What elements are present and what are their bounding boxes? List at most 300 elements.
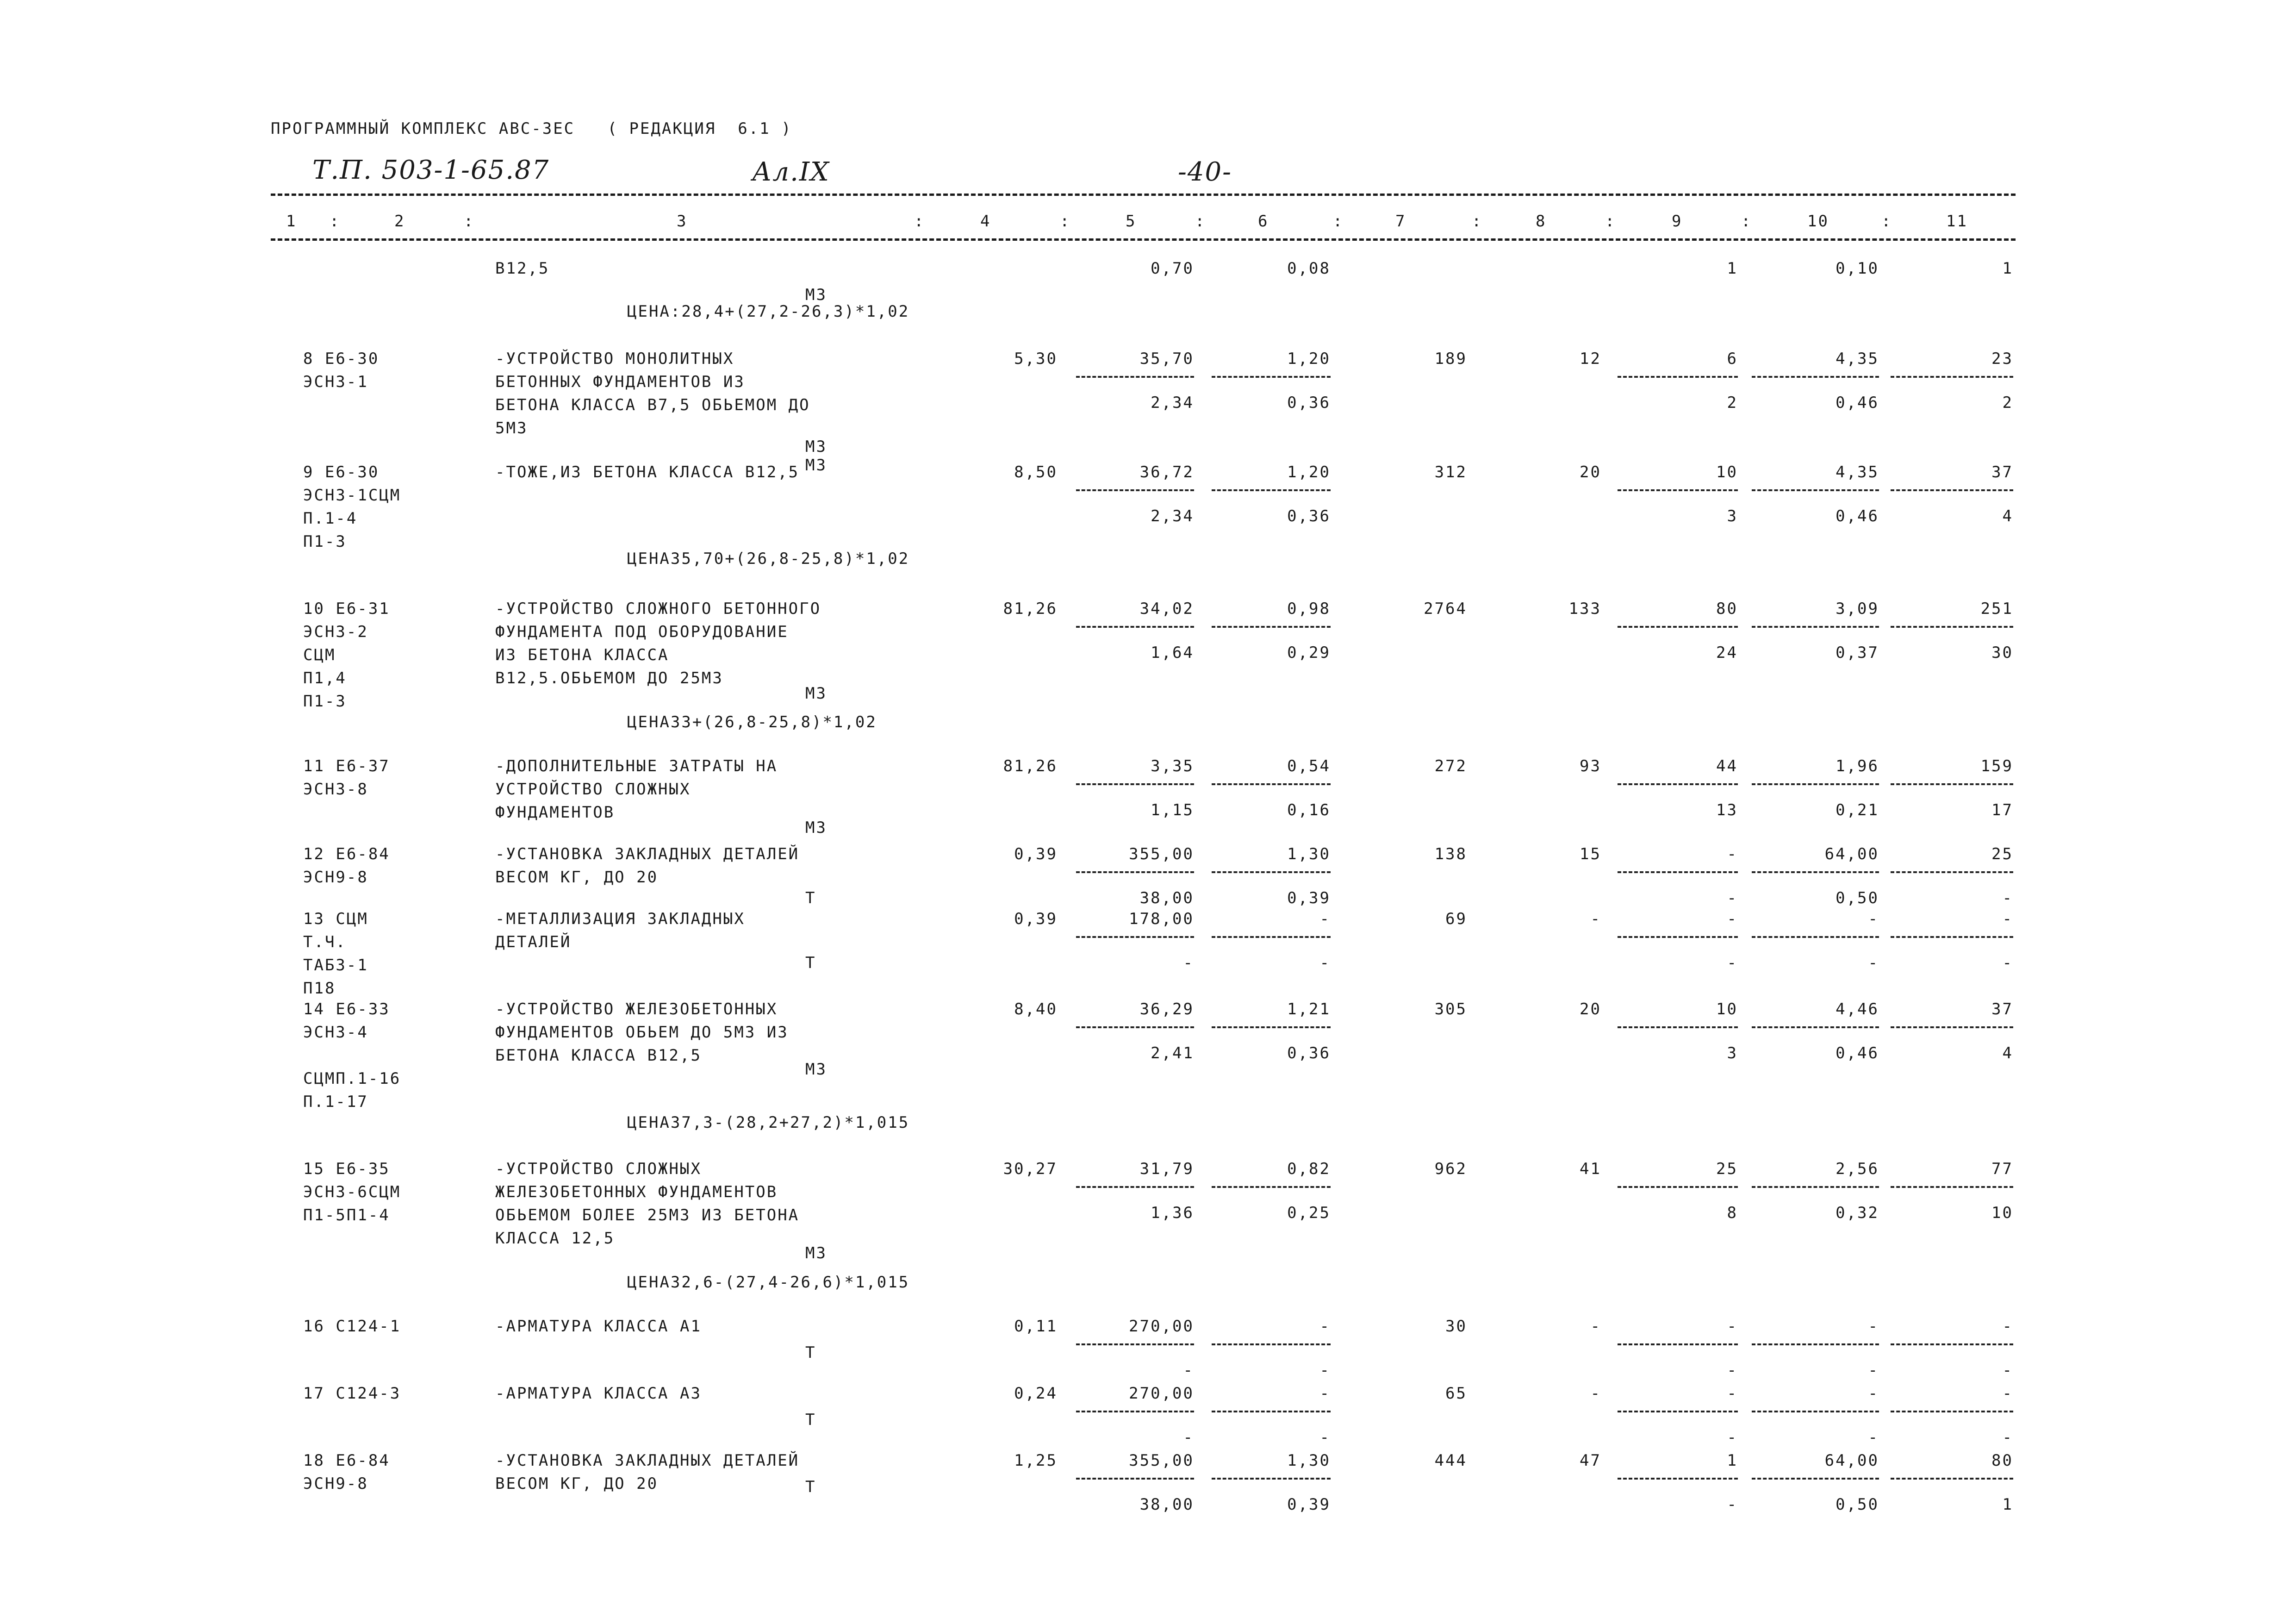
labor-cell: 1 (2002, 259, 2013, 278)
subtotal-rule (1076, 936, 1194, 938)
unit-cost-cell: 0,70 (1151, 259, 1194, 278)
item-description: ФУНДАМЕНТА ПОД ОБОРУДОВАНИЕ (495, 623, 789, 641)
unit-label: Т (805, 889, 816, 907)
subtotal-rule (1618, 1186, 1738, 1188)
subtotal-rule (1752, 376, 1879, 378)
col-divider: : (330, 212, 341, 231)
subtotal-rule (1618, 376, 1738, 378)
item-description: БЕТОНА КЛАССА В7,5 ОБЬЕМОМ ДО (495, 396, 810, 414)
item-description: В12,5.ОБЬЕМОМ ДО 25М3 (495, 669, 723, 687)
unit-cost-cell: 355,00 (1129, 845, 1194, 863)
item-description: 5М3 (495, 419, 528, 437)
col-header-9: 9 (1672, 212, 1683, 231)
wage-cell: 0,46 (1836, 394, 1879, 412)
total-cost-cell: 47 (1580, 1451, 1601, 1470)
subtotal-rule (1076, 1411, 1194, 1412)
total-cost-cell: 30 (1445, 1317, 1467, 1336)
unit-label: Т (805, 1478, 816, 1496)
col-divider: : (1741, 212, 1752, 231)
quantity-cell: 5,30 (1014, 350, 1058, 368)
col-header-4: 4 (980, 212, 991, 231)
wage-cell: 4 (2002, 1044, 2013, 1062)
total-cost-cell: 305 (1434, 1000, 1467, 1018)
unit-cost-cell: 34,02 (1139, 600, 1194, 618)
labor-cell: 64,00 (1824, 845, 1879, 863)
wage-cell: 10 (1991, 1204, 2013, 1222)
labor-cell: - (2002, 1317, 2013, 1336)
labor-cell: 37 (1991, 1000, 2013, 1018)
wage-cell: 2,34 (1151, 507, 1194, 525)
unit-label: М3 (805, 1060, 827, 1079)
wage-cell: 1 (2002, 1495, 2013, 1514)
wage-cell: 0,46 (1836, 507, 1879, 525)
subtotal-rule (1891, 1478, 2013, 1480)
subtotal-rule (1618, 871, 1738, 873)
col-header-1: 1 (286, 212, 297, 231)
item-code: ТАБ3-1 (303, 956, 368, 974)
col-divider: : (464, 212, 475, 231)
labor-cell: 10 (1716, 463, 1738, 481)
subtotal-rule (1618, 1478, 1738, 1480)
subtotal-rule (1891, 1411, 2013, 1412)
item-description: -АРМАТУРА КЛАССА А1 (495, 1317, 702, 1336)
labor-cell: 159 (1980, 757, 2013, 775)
item-code: ЭСН3-1 (303, 373, 368, 391)
quantity-cell: 0,24 (1014, 1384, 1058, 1403)
wage-cell: 0,50 (1836, 1495, 1879, 1514)
total-cost-cell: - (1590, 910, 1601, 928)
unit-cost-cell: 0,82 (1287, 1160, 1331, 1178)
labor-cell: 25 (1716, 1160, 1738, 1178)
item-description: -УСТРОЙСТВО МОНОЛИТНЫХ (495, 350, 734, 368)
subtotal-rule (1212, 1186, 1331, 1188)
subtotal-rule (1212, 376, 1331, 378)
unit-cost-cell: 355,00 (1129, 1451, 1194, 1470)
unit-cost-cell: 270,00 (1129, 1317, 1194, 1336)
item-code: П18 (303, 979, 336, 998)
col-divider: : (1881, 212, 1892, 231)
price-formula: ЦЕНА32,6-(27,4-26,6)*1,015 (627, 1273, 910, 1292)
subtotal-rule (1212, 1026, 1331, 1028)
wage-cell: - (1183, 1428, 1194, 1447)
quantity-cell: 0,11 (1014, 1317, 1058, 1336)
wage-cell: 0,21 (1836, 801, 1879, 819)
item-description: ВЕСОМ КГ, ДО 20 (495, 868, 659, 887)
col-divider: : (1605, 212, 1616, 231)
total-cost-cell: 444 (1434, 1451, 1467, 1470)
subtotal-rule (1212, 1343, 1331, 1345)
unit-cost-cell: 1,30 (1287, 1451, 1331, 1470)
wage-cell: - (1868, 954, 1879, 972)
subtotal-rule (1076, 376, 1194, 378)
wage-cell: 1,15 (1151, 801, 1194, 819)
item-description: УСТРОЙСТВО СЛОЖНЫХ (495, 780, 691, 799)
total-cost-cell: 41 (1580, 1160, 1601, 1178)
quantity-cell: 8,50 (1014, 463, 1058, 481)
unit-cost-cell: 1,30 (1287, 845, 1331, 863)
wage-cell: - (1319, 954, 1331, 972)
unit-cost-cell: 36,72 (1139, 463, 1194, 481)
labor-cell: - (1727, 1384, 1738, 1403)
wage-cell: 2 (2002, 394, 2013, 412)
unit-cost-cell: - (1319, 910, 1331, 928)
quantity-cell: 1,25 (1014, 1451, 1058, 1470)
labor-cell: 0,10 (1836, 259, 1879, 278)
price-formula: ЦЕНА35,70+(26,8-25,8)*1,02 (627, 550, 910, 568)
wage-cell: - (2002, 1428, 2013, 1447)
subtotal-rule (1076, 489, 1194, 491)
unit-label: Т (805, 1411, 816, 1429)
subtotal-rule (1618, 626, 1738, 628)
wage-cell: - (1868, 1428, 1879, 1447)
item-description: -УСТРОЙСТВО ЖЕЛЕЗОБЕТОННЫХ (495, 1000, 778, 1018)
wage-cell: 2,41 (1151, 1044, 1194, 1062)
item-code: 12 Е6-84 (303, 845, 390, 863)
subtotal-rule (1891, 376, 2013, 378)
total-cost-cell: 272 (1434, 757, 1467, 775)
wage-cell: - (1319, 1428, 1331, 1447)
wage-cell: 0,25 (1287, 1204, 1331, 1222)
wage-cell: 0,46 (1836, 1044, 1879, 1062)
subtotal-rule (1752, 1026, 1879, 1028)
col-header-3: 3 (677, 212, 688, 231)
item-description: ФУНДАМЕНТОВ ОБЬЕМ ДО 5М3 ИЗ (495, 1023, 789, 1042)
labor-cell: 80 (1716, 600, 1738, 618)
labor-cell: - (1868, 910, 1879, 928)
item-code: 8 Е6-30 (303, 350, 380, 368)
subtotal-rule (1891, 1026, 2013, 1028)
item-code: 11 Е6-37 (303, 757, 390, 775)
wage-cell: 4 (2002, 507, 2013, 525)
subtotal-rule (1212, 489, 1331, 491)
wage-cell: - (1183, 954, 1194, 972)
item-description: ОБЬЕМОМ БОЛЕЕ 25М3 ИЗ БЕТОНА (495, 1206, 800, 1224)
subtotal-rule (1212, 1478, 1331, 1480)
wage-cell: 0,16 (1287, 801, 1331, 819)
col-divider: : (1333, 212, 1344, 231)
subtotal-rule (1618, 1343, 1738, 1345)
col-divider: : (1472, 212, 1483, 231)
subtotal-rule (1618, 936, 1738, 938)
item-code: П.1-4 (303, 509, 358, 528)
labor-cell: 2,56 (1836, 1160, 1879, 1178)
subtotal-rule (1076, 871, 1194, 873)
quantity-cell: 0,39 (1014, 845, 1058, 863)
project-stamp: Т.П. 503-1-65.87 (312, 155, 550, 185)
labor-cell: 44 (1716, 757, 1738, 775)
labor-cell: 251 (1980, 600, 2013, 618)
item-code: 9 Е6-30 (303, 463, 380, 481)
item-code: П1,4 (303, 669, 347, 687)
subtotal-rule (1752, 1186, 1879, 1188)
item-code: 16 С124-1 (303, 1317, 401, 1336)
header-top-rule (271, 194, 2016, 196)
subtotal-rule (1891, 1343, 2013, 1345)
subtotal-rule (1212, 936, 1331, 938)
wage-cell: 2 (1727, 394, 1738, 412)
col-header-5: 5 (1126, 212, 1137, 231)
price-formula: ЦЕНА:28,4+(27,2-26,3)*1,02 (627, 302, 910, 321)
total-cost-cell: 93 (1580, 757, 1601, 775)
item-code: 15 Е6-35 (303, 1160, 390, 1178)
subtotal-rule (1076, 1186, 1194, 1188)
unit-label: М3 (805, 684, 827, 703)
wage-cell: 13 (1716, 801, 1738, 819)
quantity-cell: 30,27 (1003, 1160, 1058, 1178)
wage-cell: 0,50 (1836, 889, 1879, 907)
unit-label: Т (805, 1343, 816, 1362)
wage-cell: 0,39 (1287, 889, 1331, 907)
wage-cell: 0,32 (1836, 1204, 1879, 1222)
unit-cost-cell: - (1319, 1317, 1331, 1336)
labor-cell: 23 (1991, 350, 2013, 368)
subtotal-rule (1891, 783, 2013, 785)
subtotal-rule (1891, 626, 2013, 628)
total-cost-cell: 69 (1445, 910, 1467, 928)
subtotal-rule (1212, 871, 1331, 873)
wage-cell: - (1183, 1361, 1194, 1380)
total-cost-cell: 133 (1568, 600, 1601, 618)
labor-cell: 3,09 (1836, 600, 1879, 618)
total-cost-cell: 962 (1434, 1160, 1467, 1178)
subtotal-rule (1618, 783, 1738, 785)
unit-cost-cell: 1,20 (1287, 350, 1331, 368)
wage-cell: - (2002, 889, 2013, 907)
wage-cell: - (1727, 954, 1738, 972)
subtotal-rule (1076, 783, 1194, 785)
item-description: -ТОЖЕ,ИЗ БЕТОНА КЛАССА В12,5 (495, 463, 800, 481)
wage-cell: 0,39 (1287, 1495, 1331, 1514)
labor-cell: 64,00 (1824, 1451, 1879, 1470)
col-header-10: 10 (1807, 212, 1829, 231)
total-cost-cell: 20 (1580, 463, 1601, 481)
total-cost-cell: 20 (1580, 1000, 1601, 1018)
labor-cell: - (2002, 1384, 2013, 1403)
unit-label: М3 (805, 286, 827, 304)
quantity-cell: 81,26 (1003, 600, 1058, 618)
subtotal-rule (1891, 936, 2013, 938)
item-description: ФУНДАМЕНТОВ (495, 803, 615, 822)
total-cost-cell: 12 (1580, 350, 1601, 368)
wage-cell: - (1868, 1361, 1879, 1380)
item-description: ДЕТАЛЕЙ (495, 933, 572, 951)
subtotal-rule (1891, 489, 2013, 491)
subtotal-rule (1076, 1478, 1194, 1480)
labor-cell: 6 (1727, 350, 1738, 368)
wage-cell: 0,36 (1287, 1044, 1331, 1062)
item-code: ЭСН3-2 (303, 623, 368, 641)
wage-cell: 0,36 (1287, 507, 1331, 525)
item-code: ЭСН3-4 (303, 1023, 368, 1042)
total-cost-cell: 15 (1580, 845, 1601, 863)
col-divider: : (1195, 212, 1206, 231)
labor-cell: - (1727, 845, 1738, 863)
wage-cell: 30 (1991, 643, 2013, 662)
col-divider: : (914, 212, 925, 231)
total-cost-cell: 312 (1434, 463, 1467, 481)
quantity-cell: 81,26 (1003, 757, 1058, 775)
subtotal-rule (1752, 1343, 1879, 1345)
labor-cell: 77 (1991, 1160, 2013, 1178)
wage-cell: 3 (1727, 507, 1738, 525)
subtotal-rule (1618, 1026, 1738, 1028)
item-code: 18 Е6-84 (303, 1451, 390, 1470)
price-formula: ЦЕНА33+(26,8-25,8)*1,02 (627, 713, 877, 731)
labor-cell: 4,35 (1836, 350, 1879, 368)
total-cost-cell: 65 (1445, 1384, 1467, 1403)
item-code: СЦМП.1-16 (303, 1069, 401, 1088)
subtotal-rule (1618, 1411, 1738, 1412)
item-code: П1-3 (303, 692, 347, 711)
item-description: ВЕСОМ КГ, ДО 20 (495, 1474, 659, 1493)
unit-cost-cell: - (1319, 1384, 1331, 1403)
wage-cell: 8 (1727, 1204, 1738, 1222)
subtotal-rule (1752, 1411, 1879, 1412)
unit-cost-cell: 178,00 (1129, 910, 1194, 928)
col-header-2: 2 (394, 212, 405, 231)
item-code: ЭСН9-8 (303, 868, 368, 887)
item-description: -УСТРОЙСТВО СЛОЖНЫХ (495, 1160, 702, 1178)
subtotal-rule (1752, 871, 1879, 873)
subtotal-rule (1618, 489, 1738, 491)
labor-cell: 4,46 (1836, 1000, 1879, 1018)
item-description: БЕТОННЫХ ФУНДАМЕНТОВ ИЗ (495, 373, 745, 391)
item-description: -УСТАНОВКА ЗАКЛАДНЫХ ДЕТАЛЕЙ (495, 845, 800, 863)
labor-cell: 80 (1991, 1451, 2013, 1470)
item-description: БЕТОНА КЛАССА В12,5 (495, 1046, 702, 1065)
unit-label: М3 (805, 1244, 827, 1262)
unit-cost-cell: 3,35 (1151, 757, 1194, 775)
subtotal-rule (1891, 871, 2013, 873)
col-header-11: 11 (1946, 212, 1968, 231)
wage-cell: 38,00 (1139, 889, 1194, 907)
subtotal-rule (1076, 626, 1194, 628)
subtotal-rule (1752, 1478, 1879, 1480)
total-cost-cell: 138 (1434, 845, 1467, 863)
quantity-cell: 8,40 (1014, 1000, 1058, 1018)
item-description: -УСТАНОВКА ЗАКЛАДНЫХ ДЕТАЛЕЙ (495, 1451, 800, 1470)
total-cost-cell: - (1590, 1384, 1601, 1403)
unit-cost-cell: 35,70 (1139, 350, 1194, 368)
unit-cost-cell: 270,00 (1129, 1384, 1194, 1403)
wage-cell: - (2002, 954, 2013, 972)
wage-cell: 3 (1727, 1044, 1738, 1062)
item-description: ИЗ БЕТОНА КЛАССА (495, 646, 669, 664)
labor-cell: - (1727, 1317, 1738, 1336)
wage-cell: 17 (1991, 801, 2013, 819)
item-description: -МЕТАЛЛИЗАЦИЯ ЗАКЛАДНЫХ (495, 910, 745, 928)
item-code: ЭСН3-6СЦМ (303, 1183, 401, 1201)
wage-cell: - (1727, 889, 1738, 907)
labor-cell: - (2002, 910, 2013, 928)
header-bottom-rule (271, 238, 2016, 241)
item-code: 14 Е6-33 (303, 1000, 390, 1018)
unit-cost-cell: 0,08 (1287, 259, 1331, 278)
total-cost-cell: 2764 (1424, 600, 1467, 618)
labor-cell: 10 (1716, 1000, 1738, 1018)
labor-cell: 25 (1991, 845, 2013, 863)
wage-cell: 24 (1716, 643, 1738, 662)
subtotal-rule (1212, 783, 1331, 785)
unit-cost-cell: 0,98 (1287, 600, 1331, 618)
wage-cell: 0,29 (1287, 643, 1331, 662)
item-description: В12,5 (495, 259, 550, 278)
item-description: -ДОПОЛНИТЕЛЬНЫЕ ЗАТРАТЫ НА (495, 757, 778, 775)
unit-cost-cell: 1,20 (1287, 463, 1331, 481)
item-code: Т.Ч. (303, 933, 347, 951)
price-formula: ЦЕНА37,3-(28,2+27,2)*1,015 (627, 1113, 910, 1132)
item-description: -АРМАТУРА КЛАССА А3 (495, 1384, 702, 1403)
subtotal-rule (1212, 1411, 1331, 1412)
item-code: 10 Е6-31 (303, 600, 390, 618)
item-code: ЭСН3-8 (303, 780, 368, 799)
program-header: ПРОГРАММНЫЙ КОМПЛЕКС АВС-3ЕС ( РЕДАКЦИЯ 6.1 ) (271, 119, 792, 138)
page-number: -40- (1178, 157, 1232, 187)
unit-cost-cell: 1,21 (1287, 1000, 1331, 1018)
item-code: П1-3 (303, 532, 347, 551)
item-code: 17 С124-3 (303, 1384, 401, 1403)
item-code: СЦМ (303, 646, 336, 664)
wage-cell: 2,34 (1151, 394, 1194, 412)
subtotal-rule (1076, 1026, 1194, 1028)
subtotal-rule (1752, 936, 1879, 938)
col-divider: : (1060, 212, 1071, 231)
item-code: П1-5П1-4 (303, 1206, 390, 1224)
labor-cell: 1 (1727, 259, 1738, 278)
col-header-8: 8 (1536, 212, 1547, 231)
wage-cell: - (1319, 1361, 1331, 1380)
labor-cell: - (1727, 910, 1738, 928)
col-header-7: 7 (1395, 212, 1406, 231)
subtotal-rule (1752, 626, 1879, 628)
item-code: ЭСН9-8 (303, 1474, 368, 1493)
unit-label: М3 (805, 456, 827, 475)
item-code: ЭСН3-1СЦМ (303, 486, 401, 505)
item-code: П.1-17 (303, 1093, 368, 1111)
wage-cell: 38,00 (1139, 1495, 1194, 1514)
wage-cell: 1,36 (1151, 1204, 1194, 1222)
wage-cell: - (1727, 1428, 1738, 1447)
unit-cost-cell: 0,54 (1287, 757, 1331, 775)
subtotal-rule (1752, 489, 1879, 491)
labor-cell: 4,35 (1836, 463, 1879, 481)
total-cost-cell: 189 (1434, 350, 1467, 368)
item-description: -УСТРОЙСТВО СЛОЖНОГО БЕТОННОГО (495, 600, 821, 618)
subtotal-rule (1212, 626, 1331, 628)
labor-cell: - (1868, 1317, 1879, 1336)
labor-cell: - (1868, 1384, 1879, 1403)
item-description: ЖЕЛЕЗОБЕТОННЫХ ФУНДАМЕНТОВ (495, 1183, 778, 1201)
labor-cell: 1 (1727, 1451, 1738, 1470)
quantity-cell: 0,39 (1014, 910, 1058, 928)
album-stamp: Ал.IX (752, 157, 830, 187)
unit-label: М3 (805, 437, 827, 456)
subtotal-rule (1752, 783, 1879, 785)
wage-cell: 0,37 (1836, 643, 1879, 662)
item-description: КЛАССА 12,5 (495, 1229, 615, 1248)
item-code: 13 СЦМ (303, 910, 368, 928)
wage-cell: - (1727, 1361, 1738, 1380)
unit-label: М3 (805, 818, 827, 837)
labor-cell: 1,96 (1836, 757, 1879, 775)
subtotal-rule (1891, 1186, 2013, 1188)
wage-cell: - (1727, 1495, 1738, 1514)
wage-cell: 1,64 (1151, 643, 1194, 662)
unit-cost-cell: 31,79 (1139, 1160, 1194, 1178)
total-cost-cell: - (1590, 1317, 1601, 1336)
unit-cost-cell: 36,29 (1139, 1000, 1194, 1018)
wage-cell: 0,36 (1287, 394, 1331, 412)
